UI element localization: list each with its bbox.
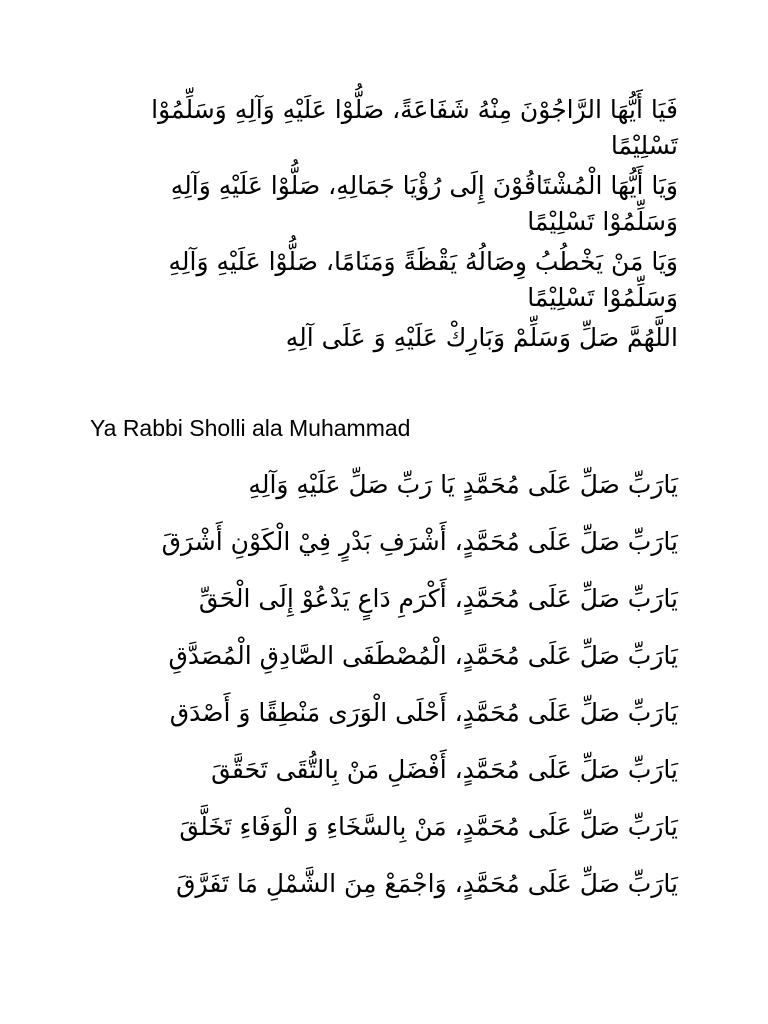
salawat-stanza bbox=[90, 92, 678, 360]
salawat-line-7: يَارَبِّ صَلِّ عَلَى مُحَمَّدٍ، مَنْ بِالسَّخَاءِ وَ الْوَفَاءِ تَخَلَّقَ bbox=[179, 812, 678, 841]
salawat-line-4: يَارَبِّ صَلِّ عَلَى مُحَمَّدٍ، الْمُصْطَفَى الصَّادِقِ الْمُصَدَّقِ bbox=[168, 641, 678, 670]
stanza-line-1: فَيَا أَيُّهَا الرَّاجُوْنَ مِنْهُ شَفَاعَةً، صَلُّوْا عَلَيْهِ وَآلِهِ وَسَلِّمُوْا تَسْلِيْمًا bbox=[151, 95, 678, 160]
stanza-line-3: وَيَا مَنْ يَخْطُبُ وِصَالُهُ يَقْظَةً وَمَنَامًا، صَلُّوْا عَلَيْهِ وَآلِهِ وَسَلِّمُوْا تَسْلِيْمًا bbox=[168, 247, 678, 312]
salawat-line-3: يَارَبِّ صَلِّ عَلَى مُحَمَّدٍ، أَكْرَمِ دَاعٍ يَدْعُوْ إِلَى الْحَقِّ bbox=[198, 584, 678, 613]
salawat-line-6: يَارَبِّ صَلِّ عَلَى مُحَمَّدٍ، أَفْضَلِ مَنْ بِالتُّقَى تَحَقَّقَ bbox=[211, 755, 678, 784]
stanza-line-2: وَيَا أَيُّهَا الْمُشْتَاقُوْنَ إِلَى رُؤْيَا جَمَالِهِ، صَلُّوْا عَلَيْهِ وَآلِهِ وَسَلِّمُوْا تَسْلِيْمًا bbox=[170, 171, 678, 236]
salawat-line-8: يَارَبِّ صَلِّ عَلَى مُحَمَّدٍ، وَاجْمَعْ مِنَ الشَّمْلِ مَا تَفَرَّقَ bbox=[176, 869, 678, 898]
stanza-line-4: اللَّهُمَّ صَلِّ وَسَلِّمْ وَبَارِكْ عَلَيْهِ وَ عَلَى آلِهِ bbox=[285, 323, 678, 352]
section-title: Ya Rabbi Sholli ala Muhammad bbox=[90, 415, 411, 441]
salawat-list bbox=[90, 460, 678, 916]
salawat-line-2: يَارَبِّ صَلِّ عَلَى مُحَمَّدٍ، أَشْرَفِ بَدْرٍ فِيْ الْكَوْنِ أَشْرَقَ bbox=[161, 527, 678, 556]
salawat-line-5: يَارَبِّ صَلِّ عَلَى مُحَمَّدٍ، أَحْلَى الْوَرَى مَنْطِقًا وَ أَصْدَق bbox=[169, 698, 678, 727]
salawat-line-1: يَارَبِّ صَلِّ عَلَى مُحَمَّدٍ يَا رَبِّ صَلِّ عَلَيْهِ وَآلِهِ bbox=[248, 470, 678, 499]
